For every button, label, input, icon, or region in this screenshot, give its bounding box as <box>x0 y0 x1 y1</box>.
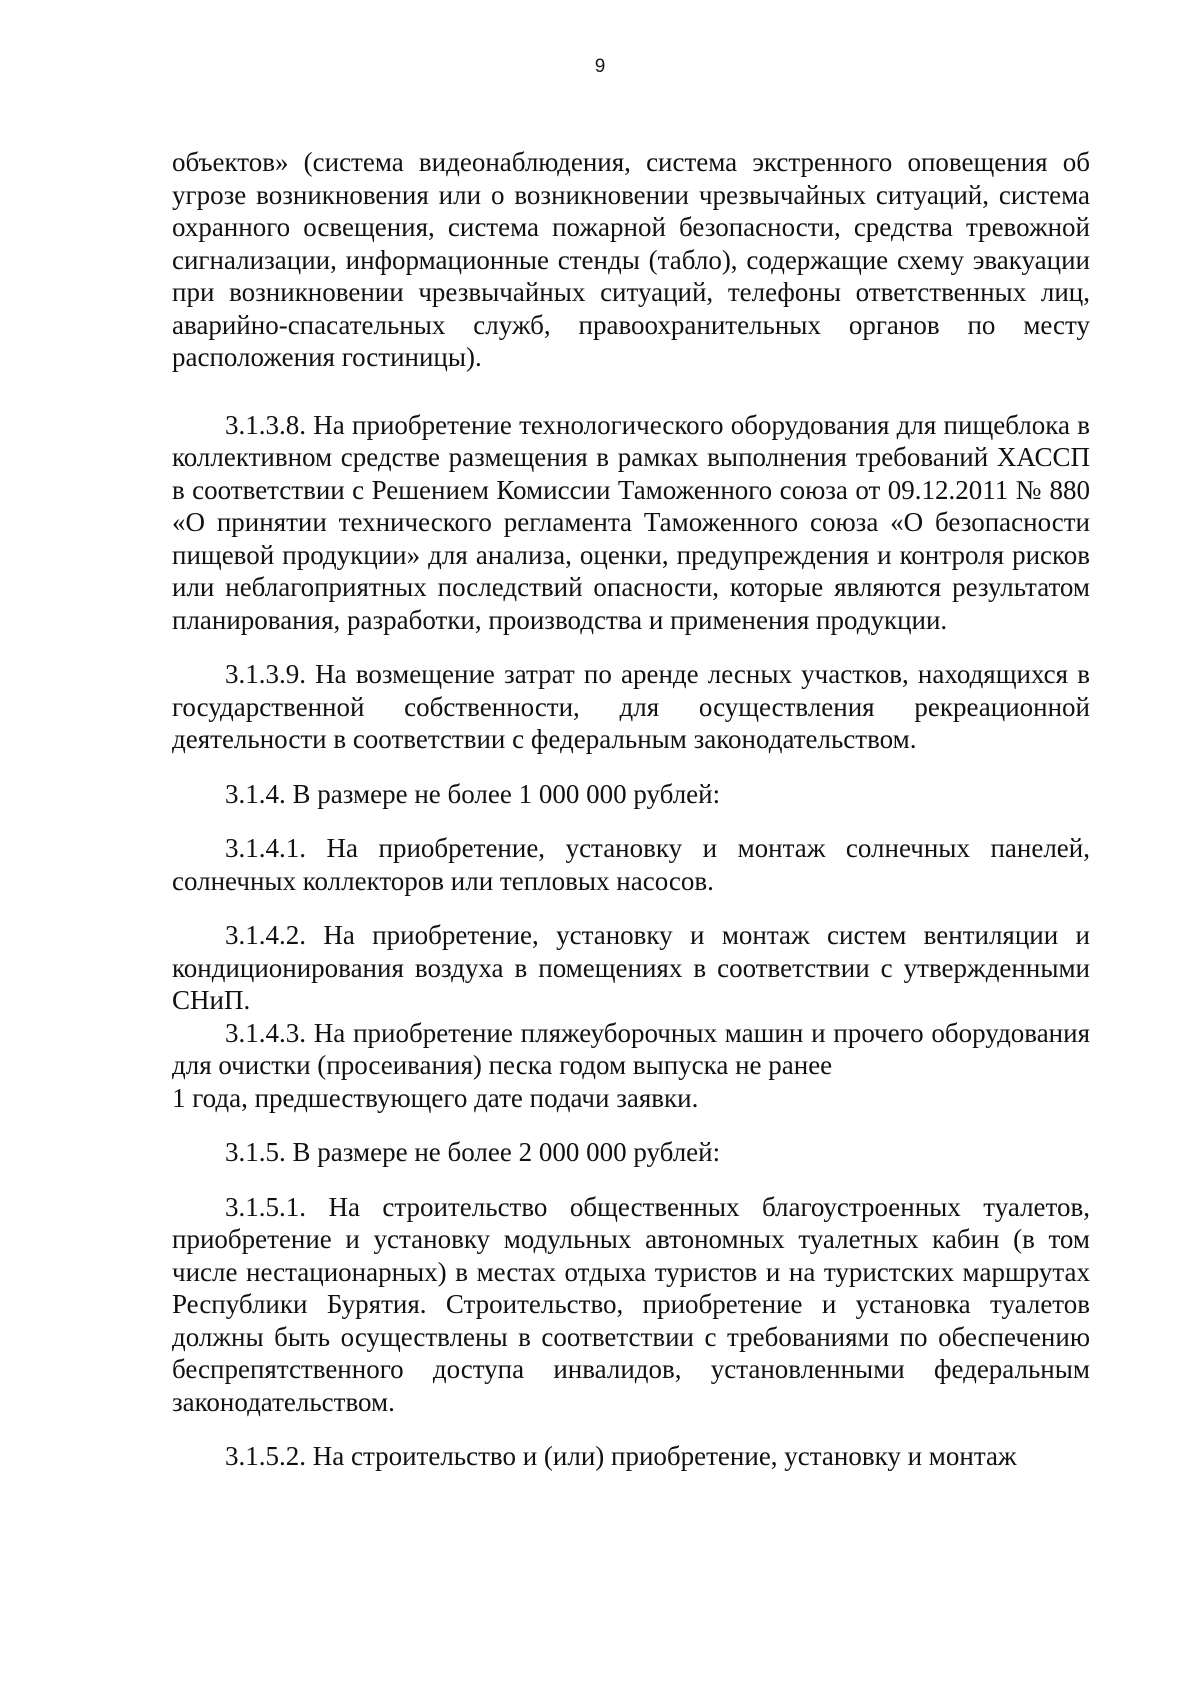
paragraph-3-1-5-2: 3.1.5.2. На строительство и (или) приобретение, установку и монтаж <box>225 1441 1017 1471</box>
paragraph-3-1-3-8: 3.1.3.8. На приобретение технологического оборудования для пищеблока в коллективном средстве размещения в рамках выполнения требований ХАССП в соответствии с Решением Комиссии Таможенного союза от 09.12.2011 № 880 «О принятии технического регламента Таможенного союза «О безопасности пищевой продукции» для анализа, оценки, предупреждения и контроля рисков или неблагоприятных последствий опасности, которые являются результатом планирования, разработки, производства и применения продукции. <box>172 409 1090 635</box>
page-number: 9 <box>594 56 606 77</box>
paragraph-3-1-4-1: 3.1.4.1. На приобретение, установку и монтаж солнечных панелей, солнечных коллекторов или тепловых насосов. <box>172 833 1090 896</box>
paragraph-3-1-5: 3.1.5. В размере не более 2 000 000 рублей: <box>225 1137 721 1167</box>
paragraph-3-1-4-3-continued: 1 года, предшествующего дате подачи заявки. <box>172 1082 699 1113</box>
paragraph-3-1-4-2: 3.1.4.2. На приобретение, установку и монтаж систем вентиляции и кондиционирования воздуха в помещениях в соответствии с утвержденными СНиП. <box>172 920 1090 1015</box>
paragraph-3-1-4-3: 3.1.4.3. На приобретение пляжеуборочных машин и прочего оборудования для очистки (просеивания) песка годом выпуска не ранее <box>172 1017 1090 1080</box>
paragraph-3-1-5-1: 3.1.5.1. На строительство общественных благоустроенных туалетов, приобретение и установку модульных автономных туалетных кабин (в том числе нестационарных) в местах отдыха туристов и на туристских маршрутах Республики Бурятия. Строительство, приобретение и установка туалетов должны быть осуществлены в соответствии с требованиями по обеспечению беспрепятственного доступа инвалидов, установленными федеральным законодательством. <box>172 1191 1090 1417</box>
paragraph-3-1-3-9: 3.1.3.9. На возмещение затрат по аренде лесных участков, находящихся в государственной собственности, для осуществления рекреационной деятельности в соответствии с федеральным законодательством. <box>172 659 1090 754</box>
document-body <box>172 146 1090 1473</box>
paragraph-3-1-4: 3.1.4. В размере не более 1 000 000 рублей: <box>225 778 721 809</box>
paragraph-continuation: объектов» (система видеонаблюдения, система экстренного оповещения об угрозе возникновения или о возникновении чрезвычайных ситуаций, система охранного освещения, система пожарной безопасности, средства тревожной сигнализации, информационные стенды (табло), содержащие схему эвакуации при возникновении чрезвычайных ситуаций, телефоны ответственных лиц, аварийно-спасательных служб, правоохранительных органов по месту расположения гостиницы). <box>172 147 1090 372</box>
